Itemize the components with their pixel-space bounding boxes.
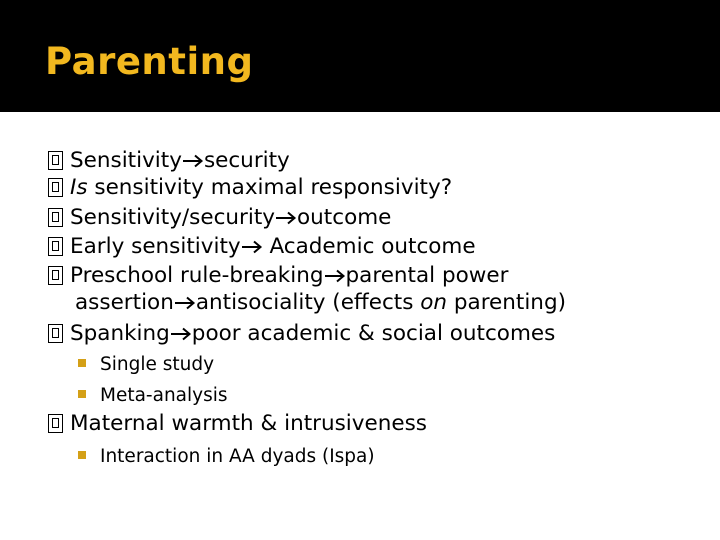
bullet-box-icon [48,237,63,256]
square-bullet-icon [78,451,86,459]
right-arrow-icon [275,211,297,225]
bullet-box-icon [48,208,63,227]
bullet-text: Sensitivity [70,148,182,173]
bullet-item [48,147,290,174]
bullet-item [48,174,452,201]
bullet-box-icon [48,266,63,285]
bullet-box-icon [48,414,63,433]
bullet-text: Sensitivity/security [70,205,276,230]
sub-bullet-item [78,446,375,467]
bullet-text: assertion [75,290,174,315]
bullet-text: Preschool rule-breaking [70,263,324,288]
bullet-continuation [75,290,566,315]
right-arrow-icon [324,269,346,283]
bullet-text: poor academic & social outcomes [191,321,556,346]
sub-bullet-item [78,354,214,375]
bullet-text: parenting) [447,290,566,315]
bullet-text: parental power [345,263,509,288]
sub-bullet-text: Meta-analysis [100,385,228,406]
bullet-text: security [203,148,290,173]
bullet-item [48,320,555,347]
bullet-text: Maternal warmth & intrusiveness [70,411,427,436]
square-bullet-icon [78,359,86,367]
bullet-box-icon [48,151,63,170]
bullet-emphasis: on [420,290,448,315]
bullet-text: antisociality (effects [195,290,421,315]
right-arrow-icon [182,154,204,168]
right-arrow-icon [174,296,196,310]
bullet-item [48,233,476,260]
bullet-emphasis: Is [70,175,88,200]
bullet-item [48,410,427,437]
bullet-text: Academic outcome [262,234,476,259]
bullet-text: outcome [297,205,392,230]
bullet-item [48,204,391,231]
bullet-text: Early sensitivity [70,234,241,259]
sub-bullet-text: Single study [100,354,215,375]
bullet-text: sensitivity maximal responsivity? [87,175,453,200]
sub-bullet-item [78,385,228,406]
right-arrow-icon [241,240,263,254]
slide-title: Parenting [45,40,254,83]
square-bullet-icon [78,390,86,398]
sub-bullet-text: Interaction in AA dyads (Ispa) [100,446,375,467]
bullet-item [48,262,508,289]
bullet-box-icon [48,178,63,197]
bullet-text: Spanking [70,321,170,346]
bullet-box-icon [48,324,63,343]
right-arrow-icon [170,327,192,341]
